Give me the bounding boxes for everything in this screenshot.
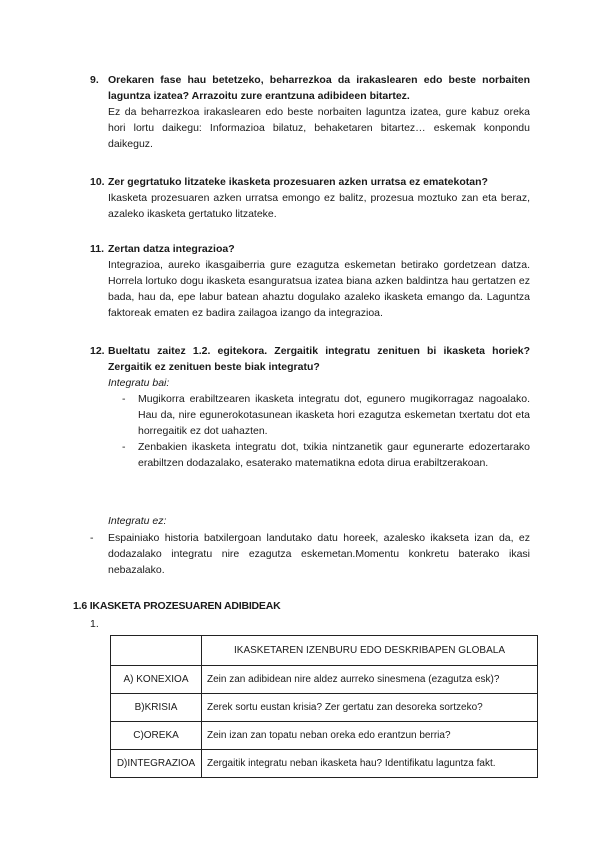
question-number: 12. — [90, 345, 105, 357]
answer-text: Integrazioa, aureko ikasgaiberria gure ezagutza eskemetan betirako gordetzean datza. Horrela lortuko dogu ikasketa esanguratsua izatea biana azken baldintza hau gertatzen ez bada, hau da, epe labur batean ahaztu dogulako azaleko ikasketa emango da. Laguntza faktoreak ematen ez badira zailagoa izango da integrazioa. — [108, 259, 530, 319]
bullet-item — [108, 391, 530, 439]
question-12 — [90, 343, 530, 471]
table-corner-cell — [111, 636, 202, 666]
section-heading: 1.6 IKASKETA PROZESUAREN ADIBIDEAK — [73, 600, 281, 612]
row-text: Zergaitik integratu neban ikasketa hau? Identifikatu laguntza fakt. — [202, 750, 538, 778]
row-text: Zerek sortu eustan krisia? Zer gertatu zan desoreka sortzeko? — [202, 694, 538, 722]
integratu-ez-body: Espainiako historia batxilergoan landutako datu horeek, azalesko ikakseta izan da, ez dodazalako integratu nire ezagutza eskemetan.Momentu konkretu baterako ikasi nebazalako. — [108, 532, 530, 576]
table-row — [111, 694, 538, 722]
bullet-text: Mugikorra erabiltzearen ikasketa integratu dot, egunero mugikorragaz nagoalako. Hau da, nire egunerokotasunean ikasketa hori ezagutza eskemetan txertatu dot eta horregaitik ez dot uahazten. — [138, 393, 530, 437]
integratu-ez-item — [90, 530, 530, 578]
table-row — [111, 666, 538, 694]
row-label: B)KRISIA — [111, 694, 202, 722]
row-text: Zein izan zan topatu neban oreka edo erantzun berria? — [202, 722, 538, 750]
question-number: 10. — [90, 176, 105, 188]
table-row — [111, 750, 538, 778]
question-10 — [90, 174, 530, 222]
question-text: Orekaren fase hau betetzeko, beharrezkoa da irakaslearen edo beste norbaiten laguntza izatea? Arrazoitu zure erantzuna adibideen bitartez. — [108, 74, 530, 102]
learning-process-table — [110, 635, 538, 778]
row-label: A) KONEXIOA — [111, 666, 202, 694]
bullet-item — [108, 439, 530, 471]
table-row — [111, 722, 538, 750]
question-text: Bueltatu zaitez 1.2. egitekora. Zergaitik integratu zenituen bi ikasketa horiek? Zergaitik ez zenituen beste biak integratu? — [108, 345, 530, 373]
row-label: D)INTEGRAZIOA — [111, 750, 202, 778]
question-text: Zertan datza integrazioa? — [108, 243, 235, 255]
question-11 — [90, 241, 530, 321]
integratu-ez-text: Integratu ez: — [108, 515, 167, 527]
question-text: Zer gegrtatuko litzateke ikasketa prozesuaren azken urratsa ez ematekotan? — [108, 176, 488, 188]
bullet-dash: - — [90, 532, 94, 544]
answer-text: Ez da beharrezkoa irakaslearen edo beste norbaiten laguntza izatea, gure kabuz oreka hori lortu daikegu: Informazioa bilatuz, behaketaren bitartez… eskemak konpondu daikeguz. — [108, 106, 530, 150]
bullet-dash: - — [122, 393, 126, 405]
list-number: 1. — [90, 618, 99, 630]
row-label: C)OREKA — [111, 722, 202, 750]
question-9 — [90, 72, 530, 152]
bullet-dash: - — [122, 441, 126, 453]
question-number: 11. — [90, 243, 105, 255]
table-header-row — [111, 636, 538, 666]
table-header: IKASKETAREN IZENBURU EDO DESKRIBAPEN GLOBALA — [202, 636, 538, 666]
answer-text: Ikasketa prozesuaren azken urratsa emongo ez balitz, prozesua moztuko zan eta beraz, azaleko ikasketa gertatuko litzateke. — [108, 192, 530, 220]
integratu-ez-label — [108, 513, 166, 529]
question-number: 9. — [90, 74, 99, 86]
integratu-bai-label: Integratu bai: — [108, 377, 170, 389]
bullet-text: Zenbakien ikasketa integratu dot, txikia nintzanetik gaur egunerarte edozertarako erabiltzen dodazalako, esaterako matematikna edota dirua erabiltzerakoan. — [138, 441, 530, 469]
row-text: Zein zan adibidean nire aldez aurreko sinesmena (ezagutza esk)? — [202, 666, 538, 694]
